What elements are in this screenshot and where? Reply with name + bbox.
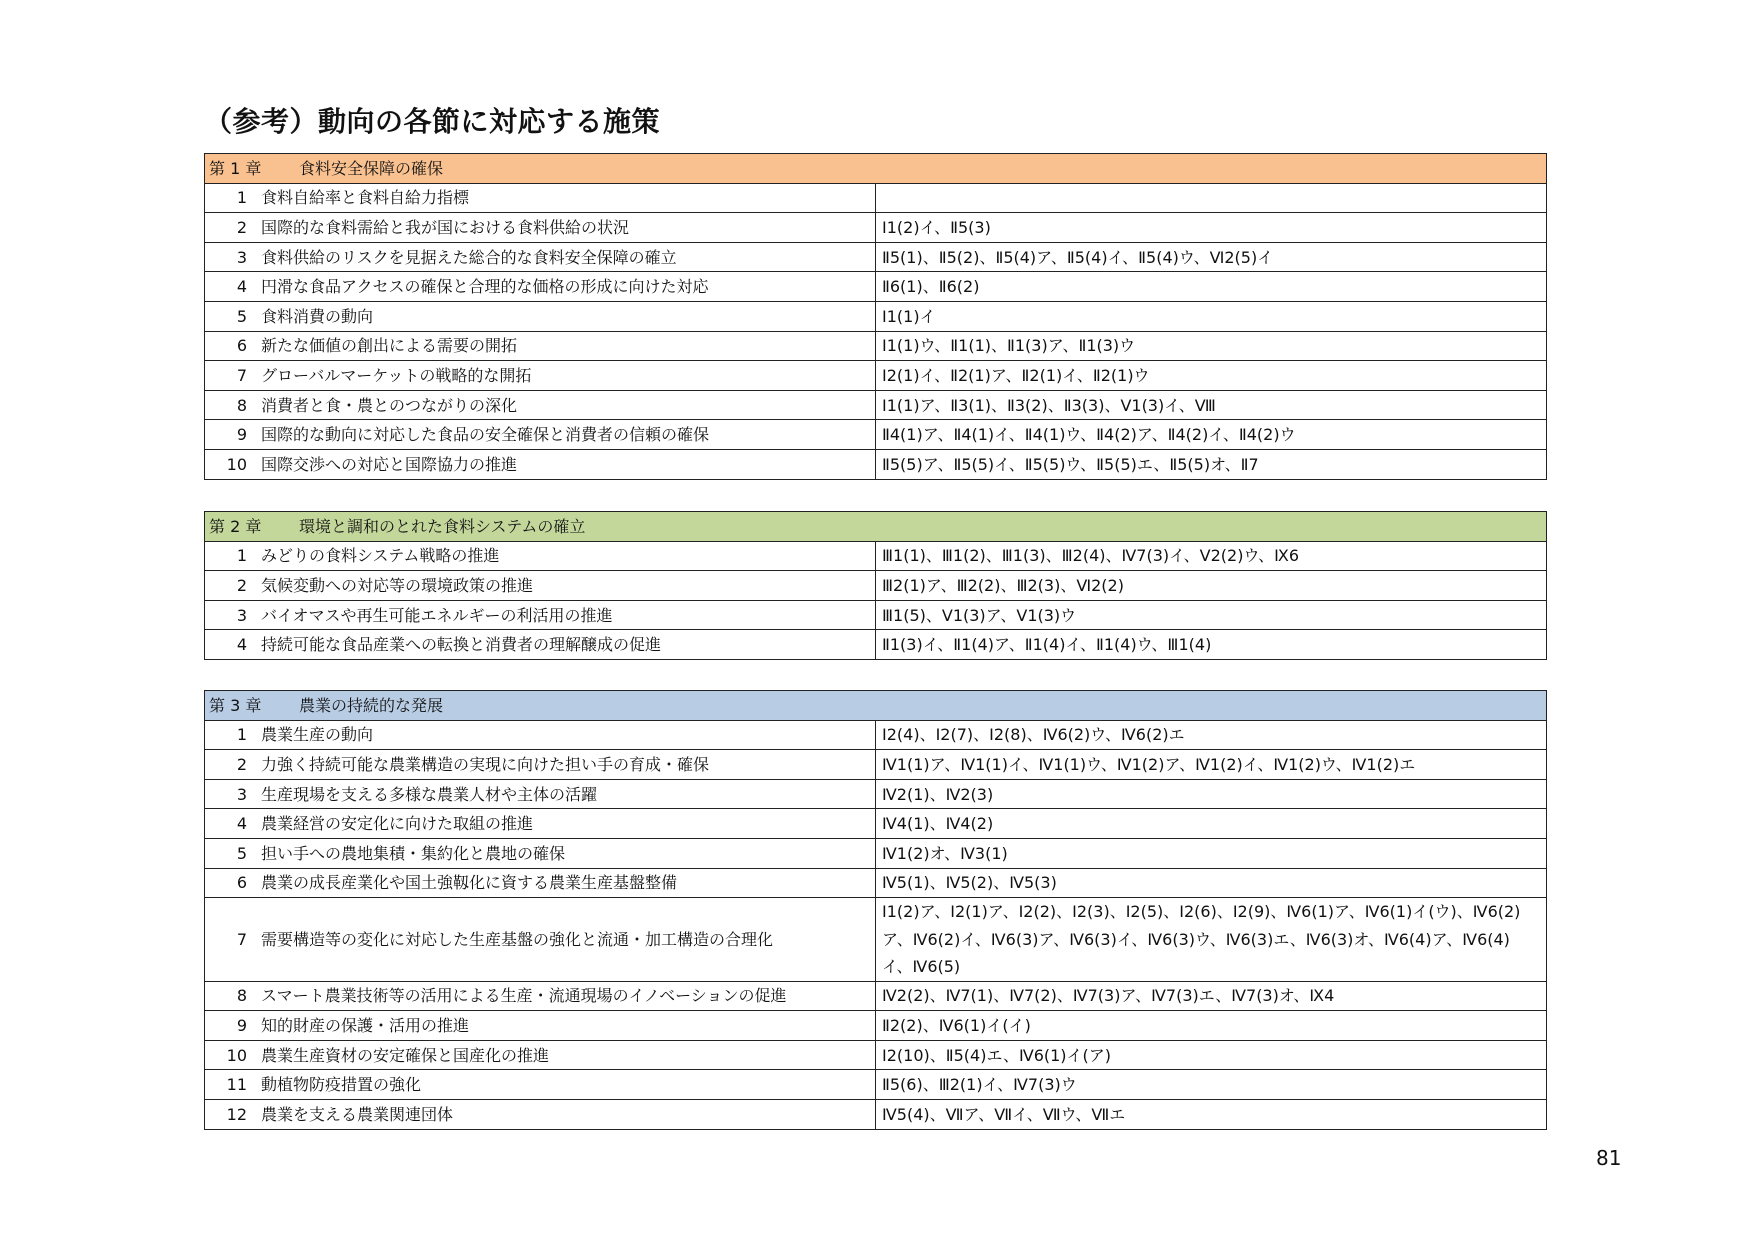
chapter-header	[205, 512, 1547, 542]
chapter-1-table	[204, 153, 1547, 480]
row-number: 5	[236, 843, 247, 863]
table-row	[205, 600, 1547, 630]
row-number: 2	[236, 217, 247, 237]
table-row	[205, 630, 1547, 660]
row-number: 7	[236, 365, 247, 385]
row-topic: 需要構造等の変化に対応した生産基盤の強化と流通・加工構造の合理化	[261, 929, 774, 949]
row-topic: 食料消費の動向	[261, 306, 374, 326]
row-number: 6	[236, 873, 247, 893]
chapter-number: 第 2 章	[209, 516, 262, 536]
table-row	[205, 420, 1547, 450]
row-policies: Ⅰ2(1)イ、Ⅱ2(1)ア、Ⅱ2(1)イ、Ⅱ2(1)ウ	[876, 361, 1547, 391]
row-number: 1	[236, 725, 247, 745]
row-topic: 農業生産の動向	[261, 725, 374, 745]
row-number: 9	[236, 1016, 247, 1036]
row-number: 9	[236, 425, 247, 445]
row-number: 10	[226, 1045, 247, 1065]
row-policies: Ⅲ1(1)、Ⅲ1(2)、Ⅲ1(3)、Ⅲ2(4)、Ⅳ7(3)イ、Ⅴ2(2)ウ、Ⅸ6	[876, 541, 1547, 571]
row-topic: スマート農業技術等の活用による生産・流通現場のイノベーションの促進	[261, 986, 787, 1006]
table-row	[205, 809, 1547, 839]
row-number: 5	[236, 306, 247, 326]
table-row	[205, 390, 1547, 420]
row-topic: 動植物防疫措置の強化	[261, 1075, 422, 1095]
row-policies: Ⅰ2(4)、Ⅰ2(7)、Ⅰ2(8)、Ⅳ6(2)ウ、Ⅳ6(2)エ	[876, 720, 1547, 750]
row-topic: グローバルマーケットの戦略的な開拓	[261, 365, 532, 385]
table-row	[205, 1070, 1547, 1100]
chapter-number: 第 1 章	[209, 158, 262, 178]
table-row	[205, 1100, 1547, 1130]
row-number: 2	[236, 754, 247, 774]
table-row	[205, 449, 1547, 479]
table-row	[205, 361, 1547, 391]
chapter-3-table	[204, 690, 1547, 1130]
row-number: 1	[236, 546, 247, 566]
row-number: 4	[236, 635, 247, 655]
row-topic: バイオマスや再生可能エネルギーの利活用の推進	[261, 605, 613, 625]
row-policies: Ⅱ5(1)、Ⅱ5(2)、Ⅱ5(4)ア、Ⅱ5(4)イ、Ⅱ5(4)ウ、Ⅵ2(5)イ	[876, 242, 1547, 272]
row-number: 12	[226, 1104, 247, 1124]
table-row	[205, 1011, 1547, 1041]
chapter-title: 農業の持続的な発展	[299, 695, 444, 715]
row-topic: 農業を支える農業関連団体	[261, 1104, 454, 1124]
row-policies: Ⅳ5(4)、Ⅶア、Ⅶイ、Ⅶウ、Ⅶエ	[876, 1100, 1547, 1130]
row-topic: 国際的な食料需給と我が国における食料供給の状況	[261, 217, 630, 237]
row-number: 7	[236, 929, 247, 949]
row-policies: Ⅰ1(1)ウ、Ⅱ1(1)、Ⅱ1(3)ア、Ⅱ1(3)ウ	[876, 331, 1547, 361]
row-policies: Ⅳ4(1)、Ⅳ4(2)	[876, 809, 1547, 839]
row-number: 8	[236, 395, 247, 415]
row-topic: 持続可能な食品産業への転換と消費者の理解醸成の促進	[261, 635, 662, 655]
row-topic: みどりの食料システム戦略の推進	[261, 546, 500, 566]
row-policies: Ⅰ1(1)イ	[876, 301, 1547, 331]
table-row	[205, 868, 1547, 898]
row-topic: 食料自給率と食料自給力指標	[261, 188, 470, 208]
table-row	[205, 838, 1547, 868]
row-topic: 気候変動への対応等の環境政策の推進	[261, 575, 534, 595]
chapter-title: 環境と調和のとれた食料システムの確立	[299, 516, 586, 536]
table-row	[205, 183, 1547, 213]
table-row	[205, 213, 1547, 243]
row-number: 1	[236, 188, 247, 208]
row-policies: Ⅱ5(6)、Ⅲ2(1)イ、Ⅳ7(3)ウ	[876, 1070, 1547, 1100]
row-policies: Ⅳ1(1)ア、Ⅳ1(1)イ、Ⅳ1(1)ウ、Ⅳ1(2)ア、Ⅳ1(2)イ、Ⅳ1(2)ウ、Ⅳ1(2)エ	[876, 750, 1547, 780]
table-row	[205, 1040, 1547, 1070]
row-number: 3	[236, 784, 247, 804]
chapter-2-table	[204, 511, 1547, 660]
row-number: 10	[226, 454, 247, 474]
row-topic: 円滑な食品アクセスの確保と合理的な価格の形成に向けた対応	[261, 277, 709, 297]
table-row	[205, 720, 1547, 750]
row-policies: Ⅱ4(1)ア、Ⅱ4(1)イ、Ⅱ4(1)ウ、Ⅱ4(2)ア、Ⅱ4(2)イ、Ⅱ4(2)ウ	[876, 420, 1547, 450]
row-number: 6	[236, 336, 247, 356]
row-number: 3	[236, 247, 247, 267]
row-topic: 知的財産の保護・活用の推進	[261, 1016, 470, 1036]
page-title: （参考）動向の各節に対応する施策	[204, 105, 661, 138]
row-number: 8	[236, 986, 247, 1006]
table-row	[205, 272, 1547, 302]
table-row	[205, 571, 1547, 601]
row-topic: 国際交渉への対応と国際協力の推進	[261, 454, 518, 474]
table-row	[205, 541, 1547, 571]
row-topic: 農業生産資材の安定確保と国産化の推進	[261, 1045, 550, 1065]
table-row	[205, 898, 1547, 982]
row-topic: 国際的な動向に対応した食品の安全確保と消費者の信頼の確保	[261, 425, 710, 445]
row-policies: Ⅰ1(1)ア、Ⅱ3(1)、Ⅱ3(2)、Ⅱ3(3)、Ⅴ1(3)イ、Ⅷ	[876, 390, 1547, 420]
chapter-header	[205, 154, 1547, 184]
row-policies: Ⅱ1(3)イ、Ⅱ1(4)ア、Ⅱ1(4)イ、Ⅱ1(4)ウ、Ⅲ1(4)	[876, 630, 1547, 660]
row-topic: 力強く持続可能な農業構造の実現に向けた担い手の育成・確保	[261, 754, 710, 774]
row-policies: Ⅲ1(5)、Ⅴ1(3)ア、Ⅴ1(3)ウ	[876, 600, 1547, 630]
row-policies: Ⅳ2(2)、Ⅳ7(1)、Ⅳ7(2)、Ⅳ7(3)ア、Ⅳ7(3)エ、Ⅳ7(3)オ、Ⅸ4	[876, 981, 1547, 1011]
table-row	[205, 242, 1547, 272]
table-row	[205, 981, 1547, 1011]
page-number: 81	[1596, 1146, 1622, 1170]
row-policies: Ⅰ1(2)ア、Ⅰ2(1)ア、Ⅰ2(2)、Ⅰ2(3)、Ⅰ2(5)、Ⅰ2(6)、Ⅰ2(9)、Ⅳ6(1)ア、Ⅳ6(1)イ(ウ)、Ⅳ6(2)ア、Ⅳ6(2)イ、Ⅳ6(3)ア、Ⅳ6(3)イ、Ⅳ6(3)ウ、Ⅳ6(3)エ、Ⅳ6(3)オ、Ⅳ6(4)ア、Ⅳ6(4)イ、Ⅳ6(5)	[876, 898, 1547, 982]
row-policies: Ⅳ5(1)、Ⅳ5(2)、Ⅳ5(3)	[876, 868, 1547, 898]
table-row	[205, 301, 1547, 331]
row-topic: 消費者と食・農とのつながりの深化	[261, 395, 518, 415]
row-policies: Ⅱ2(2)、Ⅳ6(1)イ(イ)	[876, 1011, 1547, 1041]
row-policies: Ⅱ6(1)、Ⅱ6(2)	[876, 272, 1547, 302]
row-policies	[876, 183, 1547, 213]
chapter-title: 食料安全保障の確保	[299, 158, 444, 178]
row-policies: Ⅳ2(1)、Ⅳ2(3)	[876, 779, 1547, 809]
chapter-header	[205, 691, 1547, 721]
row-topic: 担い手への農地集積・集約化と農地の確保	[261, 843, 566, 863]
row-topic: 食料供給のリスクを見据えた総合的な食料安全保障の確立	[261, 247, 677, 267]
row-number: 4	[236, 814, 247, 834]
row-number: 3	[236, 605, 247, 625]
row-topic: 新たな価値の創出による需要の開拓	[261, 336, 518, 356]
row-number: 4	[236, 277, 247, 297]
table-row	[205, 750, 1547, 780]
table-row	[205, 779, 1547, 809]
row-policies: Ⅱ5(5)ア、Ⅱ5(5)イ、Ⅱ5(5)ウ、Ⅱ5(5)エ、Ⅱ5(5)オ、Ⅱ7	[876, 449, 1547, 479]
row-topic: 農業の成長産業化や国土強靱化に資する農業生産基盤整備	[261, 873, 678, 893]
chapter-number: 第 3 章	[209, 695, 262, 715]
row-number: 2	[236, 575, 247, 595]
row-topic: 農業経営の安定化に向けた取組の推進	[261, 814, 534, 834]
row-topic: 生産現場を支える多様な農業人材や主体の活躍	[261, 784, 598, 804]
table-row	[205, 331, 1547, 361]
row-policies: Ⅰ1(2)イ、Ⅱ5(3)	[876, 213, 1547, 243]
row-policies: Ⅰ2(10)、Ⅱ5(4)エ、Ⅳ6(1)イ(ア)	[876, 1040, 1547, 1070]
row-number: 11	[226, 1075, 247, 1095]
row-policies: Ⅲ2(1)ア、Ⅲ2(2)、Ⅲ2(3)、Ⅵ2(2)	[876, 571, 1547, 601]
row-policies: Ⅳ1(2)オ、Ⅳ3(1)	[876, 838, 1547, 868]
